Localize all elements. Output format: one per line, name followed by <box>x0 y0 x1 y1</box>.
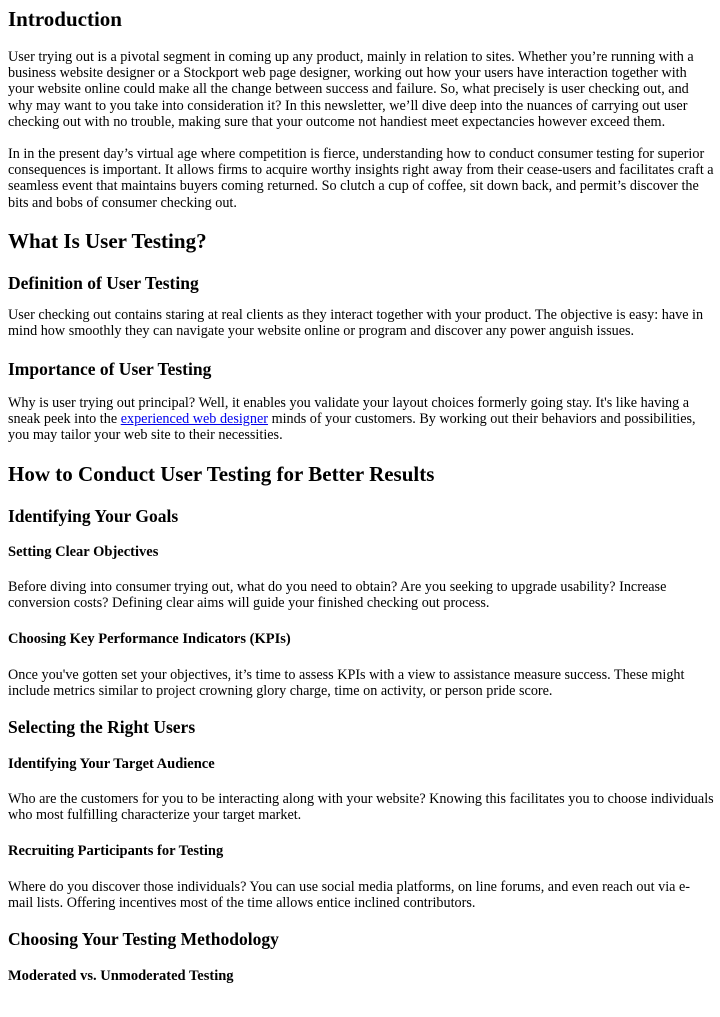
heading-selecting-users: Selecting the Right Users <box>8 717 196 737</box>
heading-identifying-goals: Identifying Your Goals <box>8 506 179 526</box>
recruit-paragraph: Where do you discover those individuals? You can use social media platforms, on line forums, and even reach out via e-mail lists. Offering incentives most of the time allows entice inclined contributors. <box>8 879 690 912</box>
heading-recruiting: Recruiting Participants for Testing <box>8 843 224 859</box>
heading-testing-methodology: Choosing Your Testing Methodology <box>8 929 279 949</box>
kpi-paragraph: Once you've gotten set your objectives, it’s time to assess KPIs with a view to assistance measure success. These might include metrics similar to project crowning glory charge, time on activity, or person pride score. <box>8 667 685 700</box>
importance-paragraph <box>8 395 714 444</box>
heading-introduction: Introduction <box>8 7 122 31</box>
importance-text-after: minds of your customers. By working out their behaviors and possibilities, you may tailor your web site to their necessities. <box>8 411 696 444</box>
heading-moderated-vs-unmoderated: Moderated vs. Unmoderated Testing <box>8 968 234 984</box>
audience-paragraph: Who are the customers for you to be interacting along with your website? Knowing this facilitates you to choose individuals who most fulfilling characterize your target market. <box>8 791 714 824</box>
intro-paragraph-1: User trying out is a pivotal segment in coming up any product, mainly in relation to sites. Whether you’re running with a business website designer or a Stockport web page designer, working out how your users have interaction together with your website online could make all the change between success and failure. So, what precisely is user checking out, and why may want to you take into consideration it? In this newsletter, we’ll dive deep into the nuances of carrying out user checking out with no trouble, making sure that your outcome not handiest meet expectancies however exceed them. <box>8 49 694 130</box>
intro-paragraph-2: In in the present day’s virtual age where competition is fierce, understanding how to conduct consumer testing for superior consequences is important. It allows firms to acquire worthy insights right away from their cease-users and facilitates craft a seamless event that maintains buyers coming returned. So clutch a cup of coffee, sit down back, and permit’s discover the bits and bobs of consumer checking out. <box>8 146 714 211</box>
experienced-web-designer-link[interactable]: experienced web designer <box>120 411 269 428</box>
heading-importance: Importance of User Testing <box>8 359 212 379</box>
definition-paragraph: User checking out contains staring at real clients as they interact together with your product. The objective is easy: have in mind how smoothly they can navigate your website online or program and discover any power anguish issues. <box>8 307 704 340</box>
heading-kpis: Choosing Key Performance Indicators (KPIs) <box>8 631 291 647</box>
heading-setting-objectives: Setting Clear Objectives <box>8 544 159 560</box>
heading-how-to-conduct: How to Conduct User Testing for Better Results <box>8 462 435 486</box>
objectives-paragraph: Before diving into consumer trying out, what do you need to obtain? Are you seeking to upgrade usability? Increase conversion costs? Defining clear aims will guide your finished checking out process. <box>8 579 667 612</box>
heading-definition: Definition of User Testing <box>8 273 199 293</box>
heading-target-audience: Identifying Your Target Audience <box>8 756 215 772</box>
importance-text-before: Why is user trying out principal? Well, it enables you validate your layout choices formerly going stay. It's like having a sneak peek into the <box>8 395 690 428</box>
heading-what-is-user-testing: What Is User Testing? <box>8 229 207 253</box>
